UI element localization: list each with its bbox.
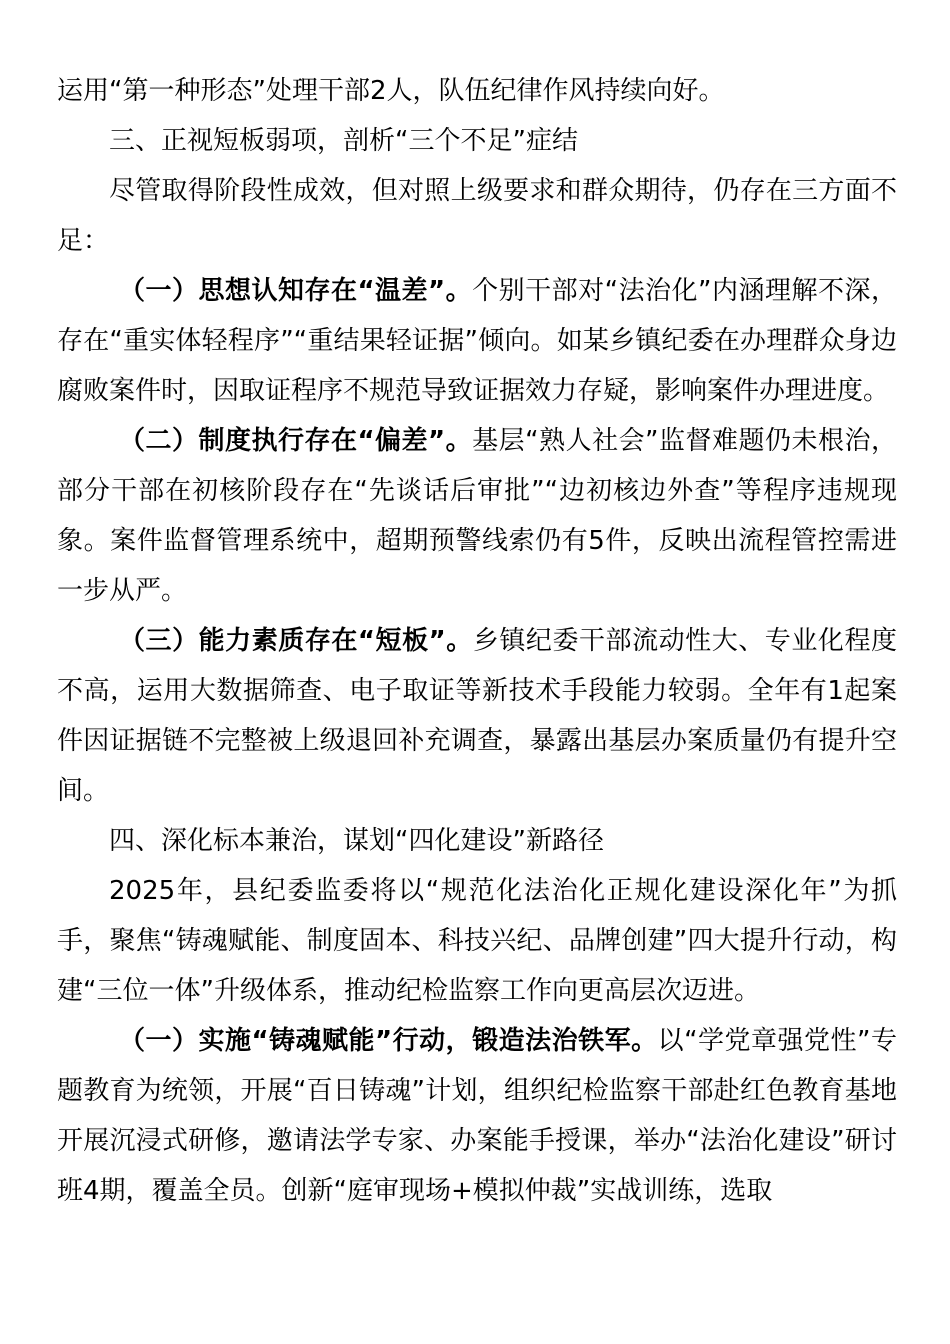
- paragraph-shortcoming-two: [57, 416, 897, 616]
- paragraph-continuation: [57, 66, 897, 116]
- paragraph-text: 运用“第一种形态”处理干部2人，队伍纪律作风持续向好。: [57, 76, 725, 106]
- paragraph-text: 基层“熟人社会”监督难题仍未根治，部分干部在初核阶段存在“先谈话后审批”“边初核边外查”等程序违规现象。案件监督管理系统中，超期预警线索仍有5件，反映出流程管控需进一步从严。: [57, 426, 897, 606]
- section-heading-text: 三、正视短板弱项，剖析“三个不足”症结: [109, 126, 578, 156]
- section-heading-three: [57, 116, 897, 166]
- section-heading-text: 四、深化标本兼治，谋划“四化建设”新路径: [109, 826, 604, 856]
- paragraph-text: 个别干部对“法治化”内涵理解不深，存在“重实体轻程序”“重结果轻证据”倾向。如某乡镇纪委在办理群众身边腐败案件时，因取证程序不规范导致证据效力存疑，影响案件办理进度。: [57, 276, 897, 406]
- subheading: （三）能力素质存在“短板”。: [119, 626, 473, 656]
- paragraph-text: 2025年，县纪委监委将以“规范化法治化正规化建设深化年”为抓手，聚焦“铸魂赋能、制度固本、科技兴纪、品牌创建”四大提升行动，构建“三位一体”升级体系，推动纪检监察工作向更高层次迈进。: [57, 876, 897, 1006]
- paragraph-intro-shortcomings: [57, 166, 897, 266]
- paragraph-action-one: [57, 1016, 897, 1216]
- paragraph-text: 以“学党章强党性”专题教育为统领，开展“百日铸魂”计划，组织纪检监察干部赴红色教育基地开展沉浸式研修，邀请法学专家、办案能手授课，举办“法治化建设”研讨班4期，覆盖全员。创新“庭审现场+模拟仲裁”实战训练，选取: [57, 1026, 897, 1206]
- paragraph-text: 乡镇纪委干部流动性大、专业化程度不高，运用大数据筛查、电子取证等新技术手段能力较弱。全年有1起案件因证据链不完整被上级退回补充调查，暴露出基层办案质量仍有提升空间。: [57, 626, 897, 806]
- subheading: （一）思想认知存在“温差”。: [119, 276, 473, 306]
- section-heading-four: [57, 816, 897, 866]
- subheading: （二）制度执行存在“偏差”。: [119, 426, 473, 456]
- paragraph-shortcoming-one: [57, 266, 897, 416]
- document-body: [57, 66, 897, 1216]
- subheading: （一）实施“铸魂赋能”行动，锻造法治铁军。: [119, 1026, 658, 1056]
- paragraph-shortcoming-three: [57, 616, 897, 816]
- paragraph-text: 尽管取得阶段性成效，但对照上级要求和群众期待，仍存在三方面不足：: [57, 176, 897, 256]
- paragraph-plan-2025: [57, 866, 897, 1016]
